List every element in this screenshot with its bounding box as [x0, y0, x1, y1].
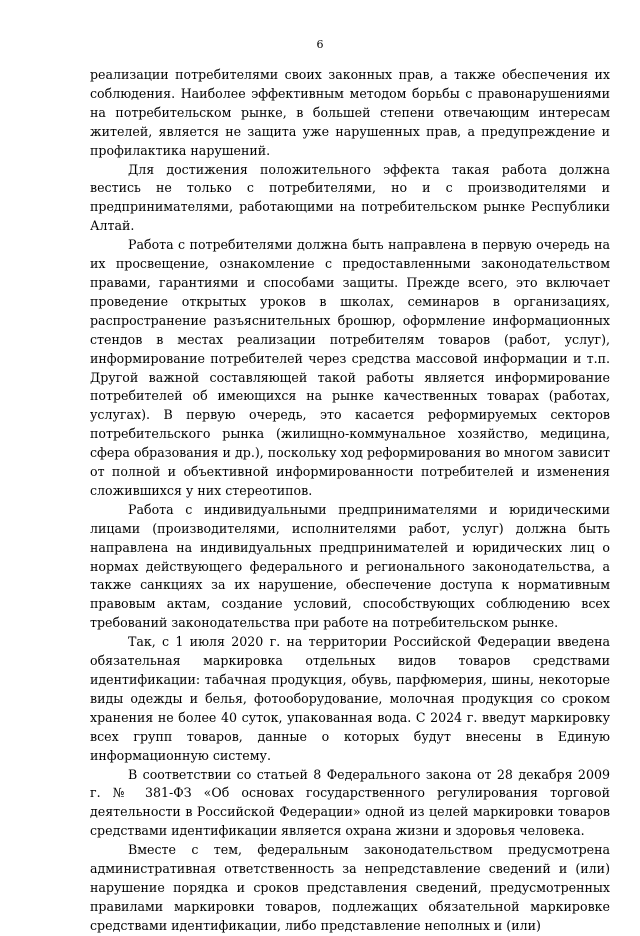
paragraph-positive-effect: Для достижения положительного эффекта такая работа должна вестись не только с потребителями, но и с производителями и предпринимателями, работающими на потребительском рынке Республики Алтай. [90, 161, 610, 234]
page-number: 6 [316, 38, 324, 51]
paragraph-entrepreneur-work: Работа с индивидуальными предпринимателями и юридическими лицами (производителями, исполнителями работ, услуг) должна быть направлена на индивидуальных предпринимателей и юридических лиц о нормах действующего федерального и регионального законодательства, а также санкциях за их нарушение, обеспечение доступа к нормативным правовым актам, создание условий, способствующих соблюдению всех требований законодательства при работе на потребительском рынке. [90, 501, 610, 631]
paragraph-federal-law: В соответствии со статьей 8 Федерального закона от 28 декабря 2009 г. № 381-ФЗ «Об основах государственного регулирования торговой деятельности в Российской Федерации» одной из целей маркировки товаров средствами идентификации является охрана жизни и здоровья человека. [90, 766, 610, 839]
paragraph-marking-introduction: Так, с 1 июля 2020 г. на территории Российской Федерации введена обязательная маркировка отдельных видов товаров средствами идентификации: табачная продукция, обувь, парфюмерия, шины, некоторые виды одежды и белья, фотооборудование, молочная продукция со сроком хранения не более 40 суток, упакованная вода. С 2024 г. введут маркировку всех групп товаров, данные о которых будут внесены в Единую информационную систему. [90, 634, 610, 763]
paragraph-continuation: реализации потребителями своих законных прав, а также обеспечения их соблюдения. Наиболее эффективным методом борьбы с правонарушениями на потребительском рынке, в большей степени отвечающим интересам жителей, является не защита уже нарушенных прав, а предупреждение и профилактика нарушений. [90, 67, 610, 158]
document-body [90, 66, 610, 936]
paragraph-administrative-liability: Вместе с тем, федеральным законодательством предусмотрена административная ответственность за непредставление сведений и (или) нарушение порядка и сроков представления сведений, предусмотренных правилами маркировки товаров, подлежащих обязательной маркировке средствами идентификации, либо представление неполных и (или) [90, 842, 610, 933]
paragraph-consumer-work: Работа с потребителями должна быть направлена в первую очередь на их просвещение, ознакомление с предоставленными законодательством правами, гарантиями и способами защиты. Прежде всего, это включает проведение открытых уроков в школах, семинаров в организациях, распространение разъяснительных брошюр, оформление информационных стендов в местах реализации потребителям товаров (работ, услуг), информирование потребителей через средства массовой информации и т.п. Другой важной составляющей такой работы является информирование потребителей об имеющихся на рынке качественных товарах (работах, услугах). В первую очередь, это касается реформируемых секторов потребительского рынка (жилищно-коммунальное хозяйство, медицина, сфера образования и др.), поскольку ход реформирования во многом зависит от полной и объективной информированности потребителей и изменения сложившихся у них стереотипов. [90, 237, 610, 498]
